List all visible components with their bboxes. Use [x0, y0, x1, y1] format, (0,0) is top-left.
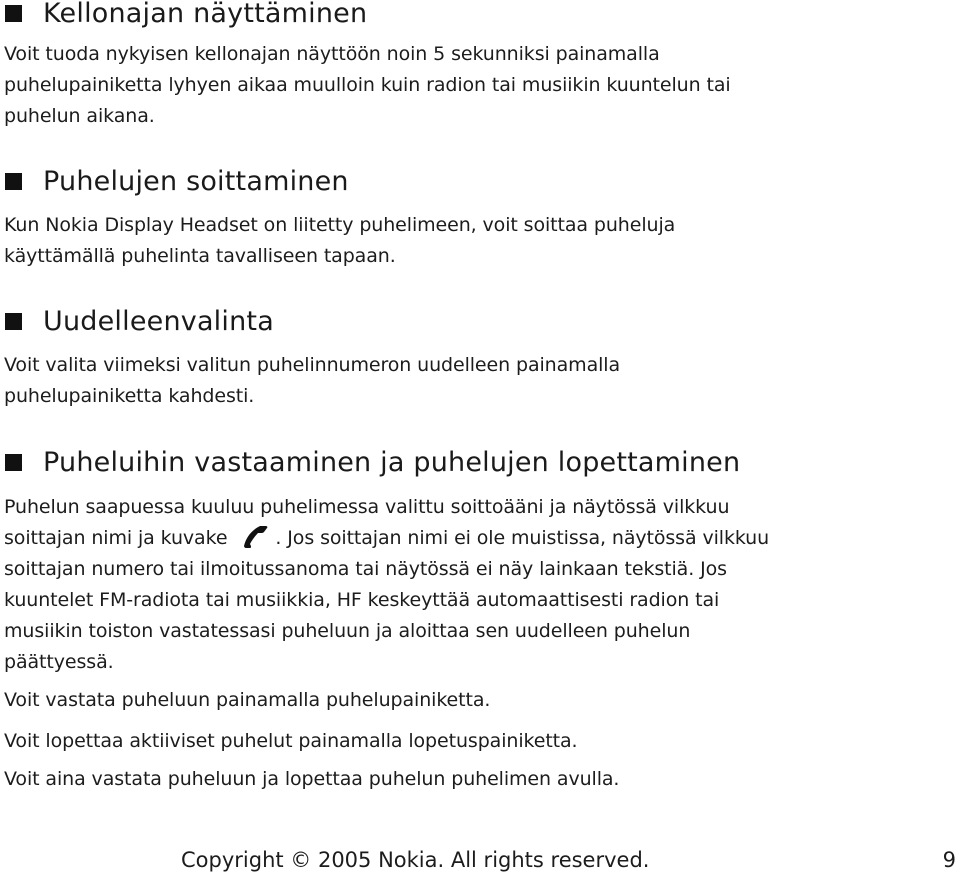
text-line: puhelupainiketta kahdesti.: [4, 385, 255, 407]
section-heading-answering: [4, 447, 740, 478]
text-line: Voit valita viimeksi valitun puhelinnumeron uudelleen painamalla: [4, 354, 621, 376]
page-footer: [0, 846, 960, 879]
text-line: käyttämällä puhelinta tavalliseen tapaan.: [4, 245, 396, 267]
copyright-notice: Copyright © 2005 Nokia. All rights reserved.: [181, 848, 650, 872]
black-square-icon: [5, 313, 22, 330]
text-line: kuuntelet FM-radiota tai musiikkia, HF keskeyttää automaattisesti radion tai: [4, 589, 720, 611]
paragraph-phone-tip: [4, 764, 954, 795]
text-line: päättyessä.: [4, 651, 114, 673]
text-line: Puhelun saapuessa kuuluu puhelimessa valittu soittoääni ja näytössä vilkkuu: [4, 496, 730, 518]
section-heading-clock: [4, 0, 367, 29]
phone-handset-icon: [233, 524, 273, 550]
section-heading-calls: [4, 166, 349, 197]
text-line: Voit lopettaa aktiiviset puhelut painamalla lopetuspainiketta.: [4, 730, 578, 752]
text-fragment: soittajan nimi ja kuvake: [4, 527, 228, 549]
paragraph-calls: [4, 210, 954, 272]
paragraph-clock: [4, 39, 954, 132]
text-line: Kun Nokia Display Headset on liitetty puhelimeen, voit soittaa puheluja: [4, 214, 676, 236]
text-line: puhelun aikana.: [4, 105, 155, 127]
heading-text: Uudelleenvalinta: [43, 306, 274, 337]
heading-text: Kellonajan näyttäminen: [43, 0, 368, 29]
text-line: soittajan numero tai ilmoitussanoma tai näytössä ei näy lainkaan tekstiä. Jos: [4, 558, 727, 580]
black-square-icon: [5, 454, 22, 471]
paragraph-answer-tip: [4, 685, 954, 716]
paragraph-end-tip: [4, 726, 954, 757]
text-line: Voit vastata puheluun painamalla puhelupainiketta.: [4, 689, 491, 711]
heading-text: Puheluihin vastaaminen ja puhelujen lopettaminen: [43, 447, 741, 478]
text-fragment: . Jos soittajan nimi ei ole muistissa, näytössä vilkkuu: [275, 527, 770, 549]
paragraph-answering: [4, 492, 954, 678]
text-line: Voit tuoda nykyisen kellonajan näyttöön noin 5 sekunniksi painamalla: [4, 43, 660, 65]
heading-text: Puhelujen soittaminen: [43, 166, 349, 197]
text-line: musiikin toiston vastatessasi puheluun ja aloittaa sen uudelleen puhelun: [4, 620, 691, 642]
text-line-with-icon: [4, 523, 954, 554]
paragraph-redial: [4, 350, 954, 412]
black-square-icon: [5, 5, 22, 22]
section-heading-redial: [4, 306, 274, 337]
page-number: 9: [942, 848, 956, 872]
text-line: puhelupainiketta lyhyen aikaa muulloin kuin radion tai musiikin kuuntelun tai: [4, 74, 731, 96]
black-square-icon: [5, 173, 22, 190]
text-line: Voit aina vastata puheluun ja lopettaa puhelun puhelimen avulla.: [4, 768, 620, 790]
